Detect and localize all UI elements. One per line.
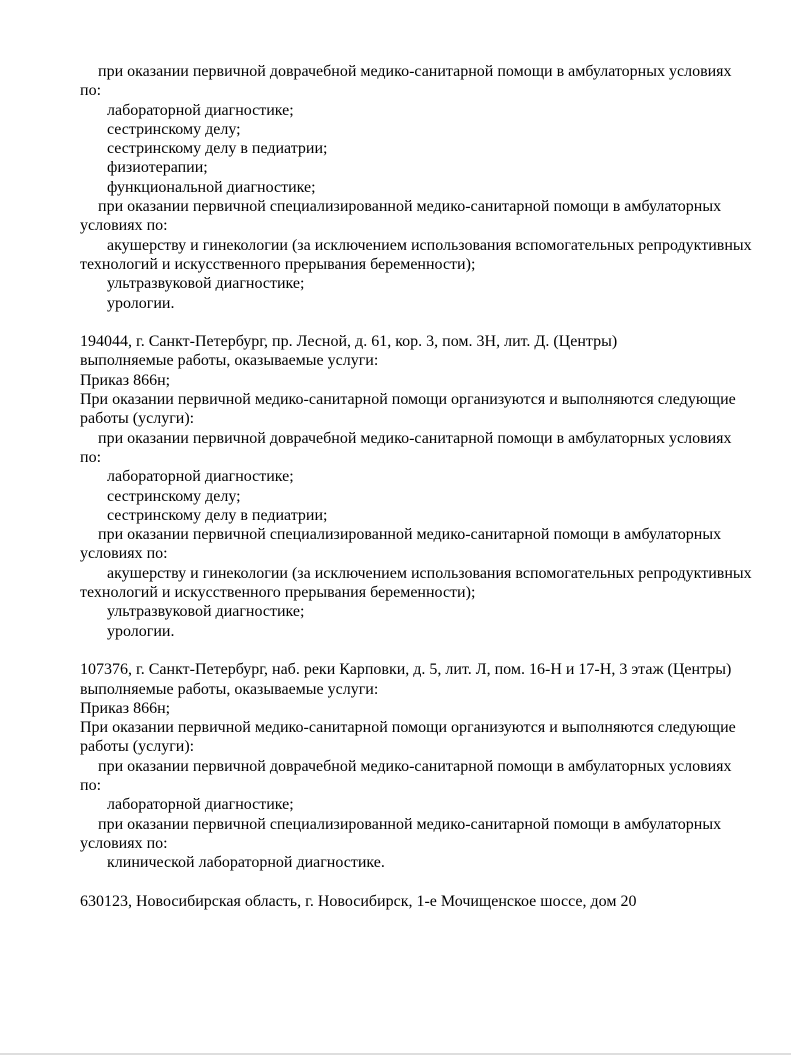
document-line: сестринскому делу;	[107, 120, 241, 138]
document-line: акушерству и гинекологии (за исключением использования вспомогательных репродуктивных	[107, 564, 752, 582]
document-line: лабораторной диагностике;	[107, 468, 294, 486]
document-line: 194044, г. Санкт-Петербург, пр. Лесной, д. 61, кор. 3, пом. 3Н, лит. Д. (Центры)	[80, 333, 618, 351]
document-line: сестринскому делу в педиатрии;	[107, 140, 328, 158]
document-line: При оказании первичной медико-санитарной помощи организуются и выполняются следующие	[80, 719, 736, 737]
document-line: по:	[80, 776, 102, 794]
document-line: при оказании первичной специализированной медико-санитарной помощи в амбулаторных	[98, 815, 722, 833]
document-line: технологий и искусственного прерывания беременности);	[80, 584, 476, 602]
document-line: выполняемые работы, оказываемые услуги:	[80, 352, 379, 370]
document-line: технологий и искусственного прерывания беременности);	[80, 255, 476, 273]
document-line: ультразвуковой диагностике;	[107, 603, 305, 621]
document-line: акушерству и гинекологии (за исключением использования вспомогательных репродуктивных	[107, 236, 752, 254]
document-line: физиотерапии;	[107, 159, 208, 177]
document-line: Приказ 866н;	[80, 371, 171, 389]
document-line: по:	[80, 82, 102, 100]
document-line: работы (услуги):	[80, 410, 195, 428]
document-blank-line	[80, 313, 770, 332]
document-blank-line	[80, 641, 770, 660]
document-line: 630123, Новосибирская область, г. Новосибирск, 1-е Мочищенское шоссе, дом 20	[80, 892, 637, 910]
document-line: 107376, г. Санкт-Петербург, наб. реки Карповки, д. 5, лит. Л, пом. 16-Н и 17-Н, 3 этаж (Центры)	[80, 661, 732, 679]
document-line: при оказании первичной доврачебной медико-санитарной помощи в амбулаторных условиях	[98, 63, 732, 80]
license-document	[80, 62, 770, 911]
document-line: при оказании первичной доврачебной медико-санитарной помощи в амбулаторных условиях	[98, 757, 732, 775]
document-line: лабораторной диагностике;	[107, 101, 294, 119]
document-line: урологии.	[107, 294, 175, 312]
document-line: урологии.	[107, 622, 175, 640]
document-line: работы (услуги):	[80, 738, 195, 756]
document-line: при оказании первичной доврачебной медико-санитарной помощи в амбулаторных условиях	[98, 429, 732, 447]
document-line: при оказании первичной специализированной медико-санитарной помощи в амбулаторных	[98, 198, 722, 216]
document-line: выполняемые работы, оказываемые услуги:	[80, 680, 379, 698]
document-line: сестринскому делу в педиатрии;	[107, 506, 328, 524]
document-line: ультразвуковой диагностике;	[107, 275, 305, 293]
document-line: При оказании первичной медико-санитарной помощи организуются и выполняются следующие	[80, 391, 736, 409]
document-line: при оказании первичной специализированной медико-санитарной помощи в амбулаторных	[98, 526, 722, 544]
document-line: условиях по:	[80, 217, 168, 235]
document-blank-line	[80, 872, 770, 891]
document-line: по:	[80, 448, 102, 466]
document-line: клинической лабораторной диагностике.	[107, 854, 385, 872]
document-line: лабораторной диагностике;	[107, 796, 294, 814]
document-line: функциональной диагностике;	[107, 178, 316, 196]
document-line: сестринскому делу;	[107, 487, 241, 505]
document-line: условиях по:	[80, 545, 168, 563]
document-line: Приказ 866н;	[80, 699, 171, 717]
document-line: условиях по:	[80, 834, 168, 852]
